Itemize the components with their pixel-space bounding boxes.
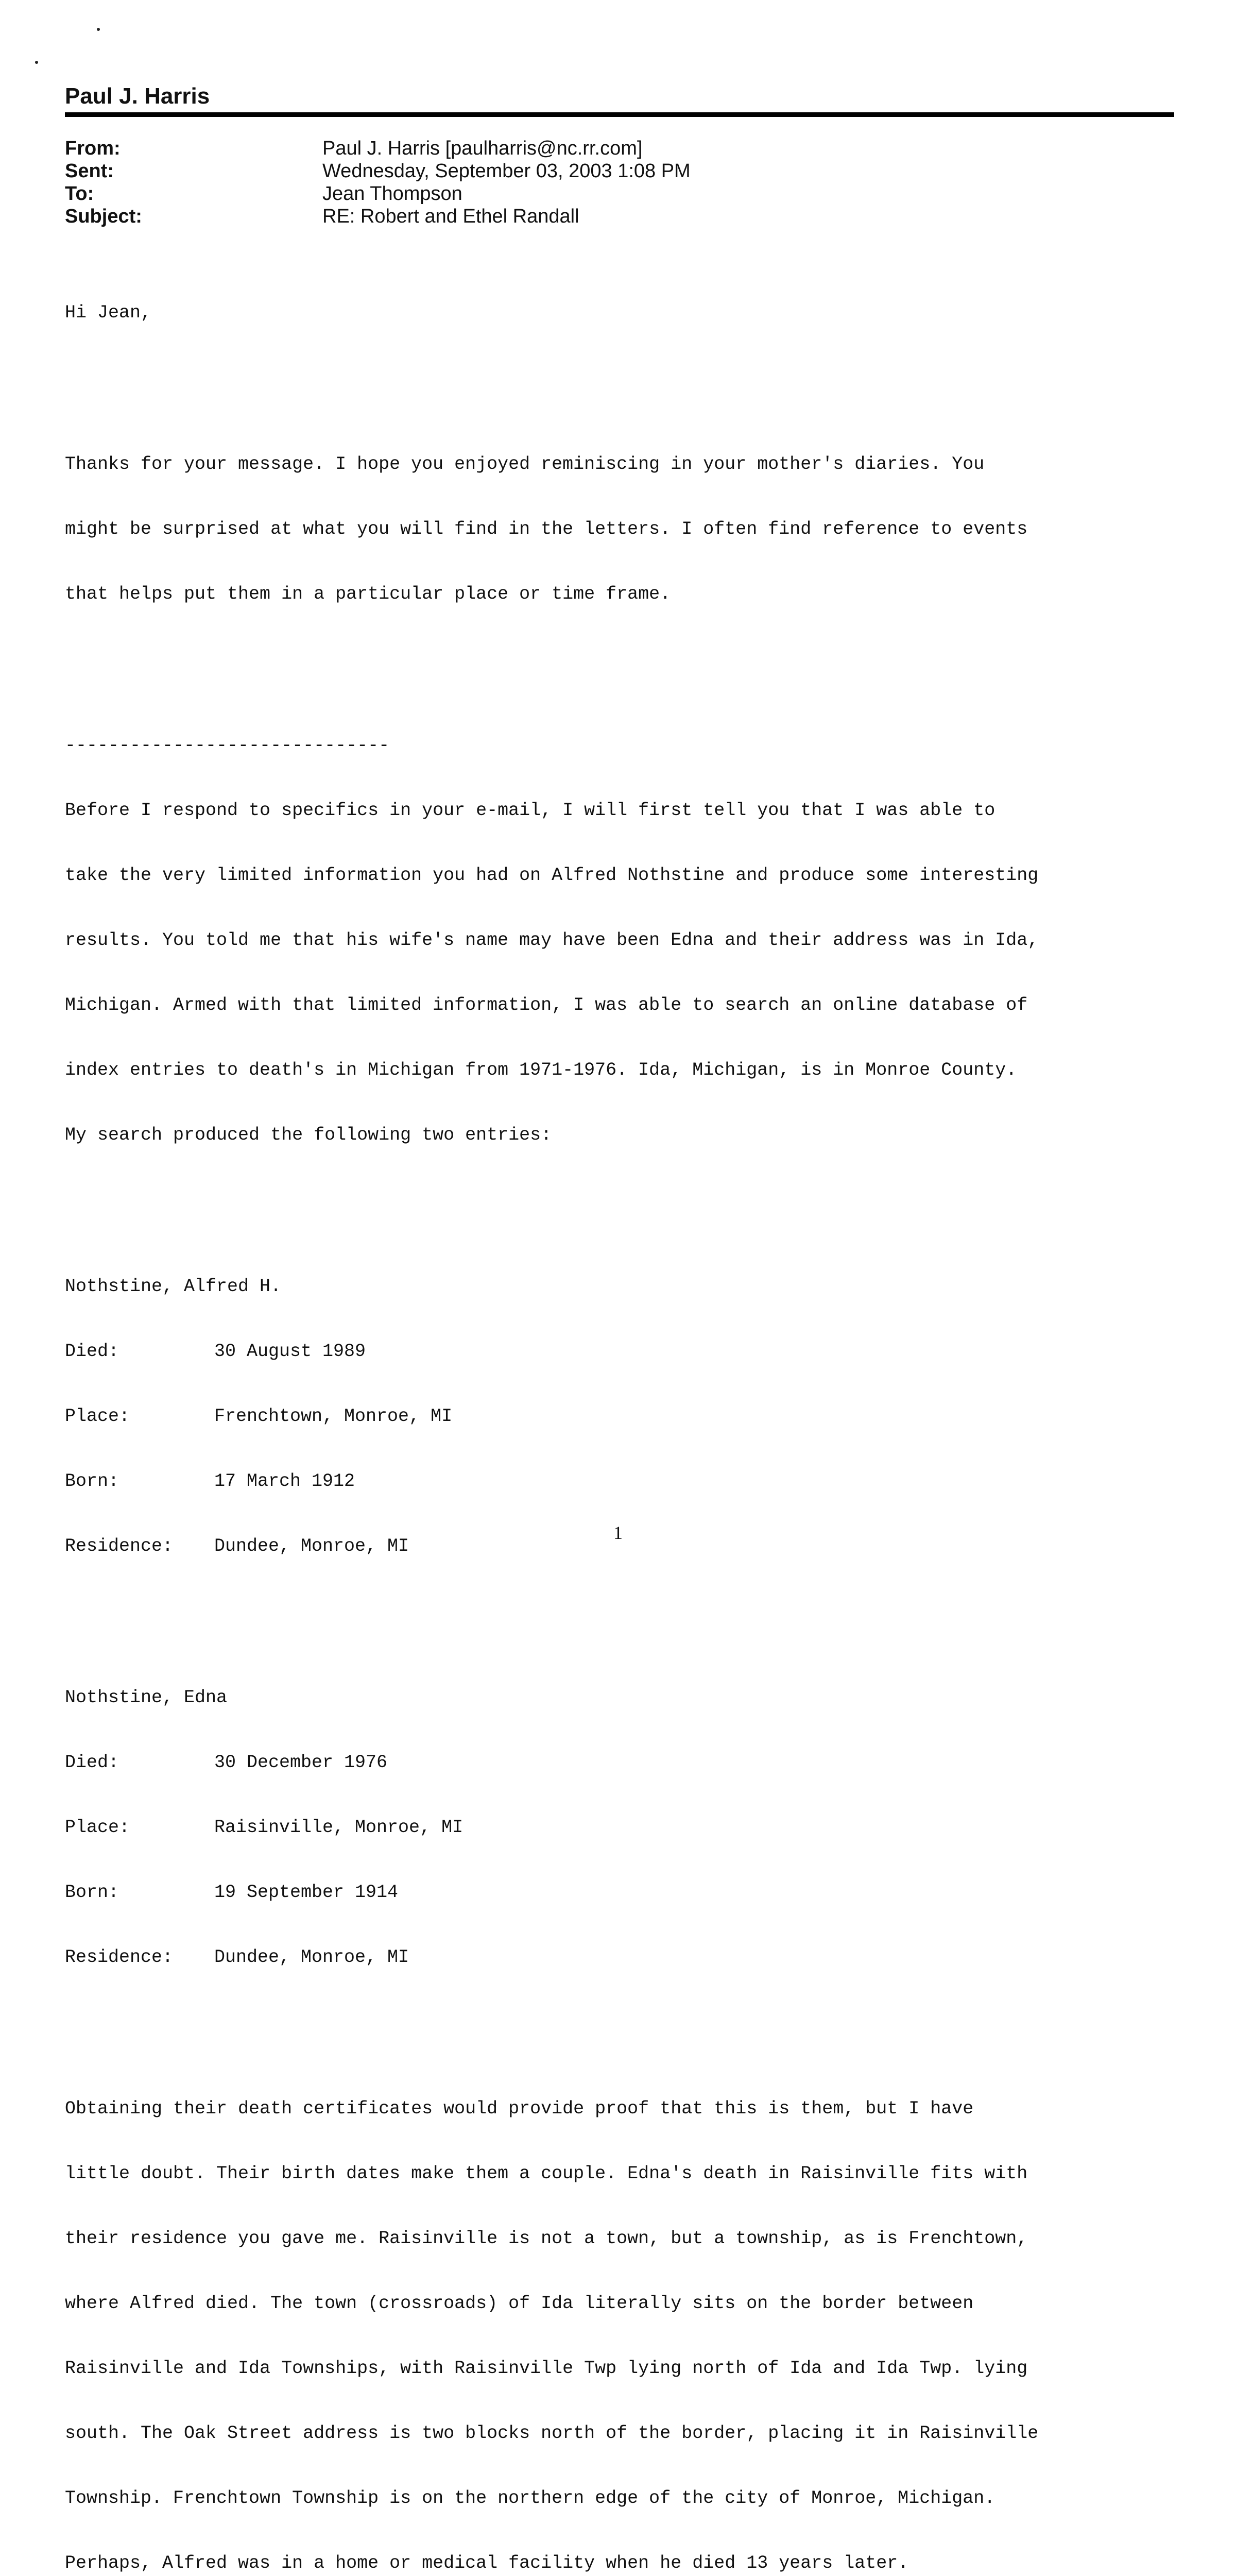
- entry2-field: [65, 1946, 1177, 1968]
- para3-line: their residence you gave me. Raisinville is not a town, but a township, as is Frenchtown,: [65, 2228, 1028, 2249]
- entry2-field: [65, 1752, 1177, 1773]
- field-value: 19 September 1914: [214, 1882, 399, 1903]
- field-value: Frenchtown, Monroe, MI: [214, 1406, 453, 1427]
- subject-value: RE: Robert and Ethel Randall: [322, 206, 579, 227]
- header-subject-row: [65, 205, 691, 228]
- para1-line: that helps put them in a particular place or time frame.: [65, 584, 671, 604]
- para1-line: Thanks for your message. I hope you enjoyed reminiscing in your mother's diaries. You: [65, 454, 985, 474]
- from-value: Paul J. Harris [paulharris@nc.rr.com]: [322, 138, 643, 159]
- field-label: Residence:: [65, 1947, 174, 1968]
- header-to-row: [65, 182, 691, 205]
- field-label: Died:: [65, 1752, 119, 1773]
- para2-line: index entries to death's in Michigan from 1971-1976. Ida, Michigan, is in Monroe County.: [65, 1060, 1017, 1080]
- field-label: Born:: [65, 1471, 119, 1492]
- page-number: 1: [613, 1522, 623, 1543]
- field-value: Dundee, Monroe, MI: [214, 1536, 409, 1556]
- field-value: Raisinville, Monroe, MI: [214, 1817, 464, 1838]
- to-value: Jean Thompson: [322, 183, 462, 205]
- field-label: Residence:: [65, 1536, 174, 1556]
- entry1-field: [65, 1341, 1177, 1362]
- para2-line: Before I respond to specifics in your e-mail, I will first tell you that I was able to: [65, 800, 995, 821]
- para1-line: might be surprised at what you will find in the letters. I often find reference to events: [65, 519, 1028, 539]
- scan-speck: [97, 28, 100, 31]
- from-label: From:: [65, 138, 121, 159]
- separator-line: ------------------------------: [65, 735, 390, 756]
- to-label: To:: [65, 183, 94, 205]
- greeting: Hi Jean,: [65, 302, 152, 323]
- subject-label: Subject:: [65, 206, 142, 227]
- entry2-name: Nothstine, Edna: [65, 1687, 228, 1708]
- sent-value: Wednesday, September 03, 2003 1:08 PM: [322, 160, 691, 182]
- para3-line: Township. Frenchtown Township is on the northern edge of the city of Monroe, Michigan.: [65, 2488, 995, 2509]
- para3-line: little doubt. Their birth dates make them a couple. Edna's death in Raisinville fits with: [65, 2163, 1028, 2184]
- email-header: [65, 137, 691, 228]
- entry1-field: [65, 1405, 1177, 1427]
- entry2-field: [65, 1817, 1177, 1838]
- para3-line: Raisinville and Ida Townships, with Raisinville Twp lying north of Ida and Ida Twp. lying: [65, 2358, 1028, 2379]
- para3-line: south. The Oak Street address is two blocks north of the border, placing it in Raisinville: [65, 2423, 1039, 2444]
- entry1-name: Nothstine, Alfred H.: [65, 1276, 282, 1297]
- title-rule: [65, 112, 1174, 117]
- entry2-field: [65, 1882, 1177, 1903]
- field-value: 30 December 1976: [214, 1752, 388, 1773]
- field-label: Place:: [65, 1817, 130, 1838]
- para2-line: results. You told me that his wife's name may have been Edna and their address was in Ida,: [65, 930, 1039, 951]
- document-title: Paul J. Harris: [65, 83, 210, 109]
- para2-line: take the very limited information you had on Alfred Nothstine and produce some interesting: [65, 865, 1039, 886]
- para3-line: Perhaps, Alfred was in a home or medical facility when he died 13 years later.: [65, 2553, 909, 2573]
- field-value: 30 August 1989: [214, 1341, 366, 1362]
- field-label: Born:: [65, 1882, 119, 1903]
- field-label: Died:: [65, 1341, 119, 1362]
- header-sent-row: [65, 160, 691, 182]
- scan-speck: [35, 61, 38, 64]
- entry1-field: [65, 1470, 1177, 1492]
- header-from-row: [65, 137, 691, 160]
- para3-line: Obtaining their death certificates would provide proof that this is them, but I have: [65, 2098, 974, 2119]
- para3-line: where Alfred died. The town (crossroads) of Ida literally sits on the border between: [65, 2293, 974, 2314]
- field-value: Dundee, Monroe, MI: [214, 1947, 409, 1968]
- field-value: 17 March 1912: [214, 1471, 355, 1492]
- email-body: [65, 259, 1177, 2576]
- field-label: Place:: [65, 1406, 130, 1427]
- para2-line: Michigan. Armed with that limited information, I was able to search an online database of: [65, 995, 1028, 1015]
- sent-label: Sent:: [65, 160, 114, 182]
- para2-line: My search produced the following two entries:: [65, 1125, 552, 1145]
